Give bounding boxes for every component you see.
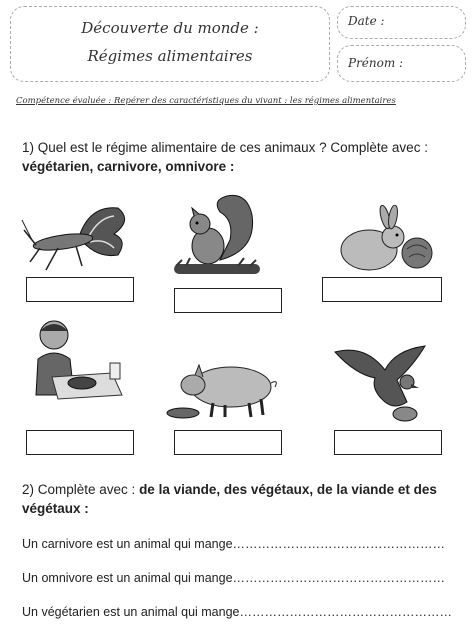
answer-box-pig[interactable] xyxy=(174,430,282,455)
eagle-illustration xyxy=(325,340,435,425)
pig-illustration xyxy=(165,355,280,425)
title-box xyxy=(10,6,330,82)
sentence-omnivore[interactable]: Un omnivore est un animal qui mange…………………………………………… xyxy=(22,571,446,585)
name-label: Prénom : xyxy=(348,56,404,70)
competence-line: Compétence évaluée : Repérer des caractéristiques du vivant : les régimes alimentaires xyxy=(16,96,396,106)
answer-box-rabbit[interactable] xyxy=(322,277,442,302)
sentence-vegetarien[interactable]: Un végétarien est un animal qui mange…………………………………………… xyxy=(22,605,452,619)
question-2-prefix: 2) Complète avec : xyxy=(22,482,140,497)
date-box[interactable] xyxy=(337,6,466,39)
question-1-options: végétarien, carnivore, omnivore : xyxy=(22,159,235,174)
date-label: Date : xyxy=(348,14,385,28)
answer-box-grasshopper[interactable] xyxy=(26,277,134,302)
name-box[interactable] xyxy=(337,45,466,82)
question-1 xyxy=(22,138,462,176)
question-1-text: 1) Quel est le régime alimentaire de ces animaux ? Complète avec : xyxy=(22,140,428,155)
page-subtitle: Régimes alimentaires xyxy=(87,47,253,65)
grasshopper-butterfly-illustration xyxy=(18,200,148,275)
sentence-carnivore[interactable]: Un carnivore est un animal qui mange…………………………………………… xyxy=(22,537,446,551)
answer-box-squirrel[interactable] xyxy=(174,288,282,313)
answer-box-child[interactable] xyxy=(26,430,134,455)
squirrel-illustration xyxy=(172,190,262,278)
question-2-options: de la viande, des végétaux, de la viande et des végétaux xyxy=(22,482,437,516)
question-2-suffix: : xyxy=(80,501,89,516)
page-title: Découverte du monde : xyxy=(81,19,259,37)
question-2 xyxy=(22,480,462,518)
rabbit-illustration xyxy=(335,205,435,275)
child-eating-illustration xyxy=(22,315,132,400)
answer-box-eagle[interactable] xyxy=(334,430,442,455)
